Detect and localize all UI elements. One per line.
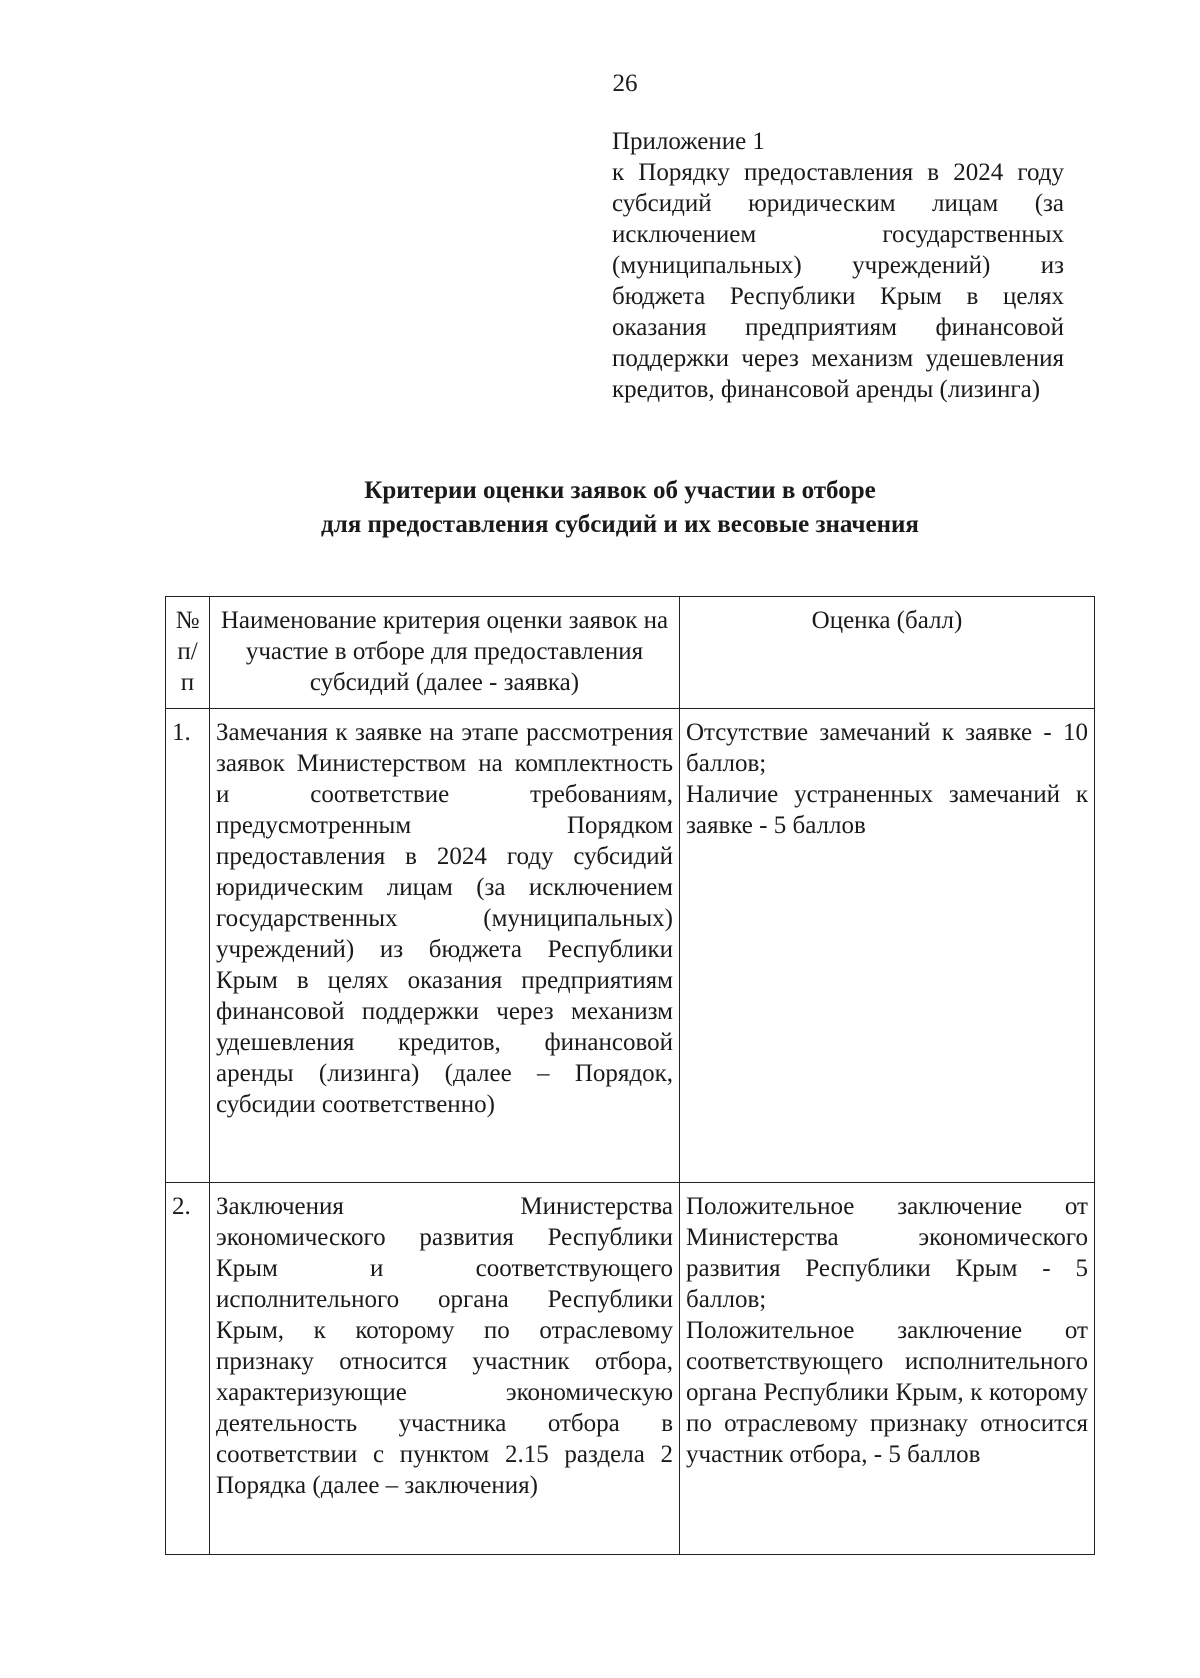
table-row	[166, 709, 1095, 1183]
score-line: Наличие устраненных замечаний к заявке - 5 баллов	[686, 781, 1088, 839]
table-row	[166, 1183, 1095, 1555]
page-number: 26	[612, 70, 638, 97]
row-number: 2.	[166, 1183, 210, 1555]
appendix-text: к Порядку предоставления в 2024 году субсидий юридическим лицам (за исключением государственных (муниципальных) учреждений) из бюджета Республики Крым в целях оказания предприятиям финансовой поддержки через механизм удешевления кредитов, финансовой аренды (лизинга)	[612, 159, 1064, 403]
criterion-score	[680, 1183, 1095, 1555]
criterion-score	[680, 709, 1095, 1183]
document-title	[160, 474, 1080, 542]
header-num: № п/п	[166, 597, 210, 709]
table-header-row	[166, 597, 1095, 709]
criterion-name: Заключения Министерства экономического развития Республики Крым и соответствующего исполнительного органа Республики Крым, к которому по отраслевому признаку относится участник отбора, характеризующие экономическую деятельность участника отбора в соответствии с пунктом 2.15 раздела 2 Порядка (далее – заключения)	[210, 1183, 680, 1555]
score-line: Положительное заключение от соответствующего исполнительного органа Республики Крым, к которому по отраслевому признаку относится участник отбора, - 5 баллов	[686, 1317, 1088, 1468]
header-score: Оценка (балл)	[680, 597, 1095, 709]
document-title-line-1: Критерии оценки заявок об участии в отборе	[364, 477, 876, 504]
appendix-block	[612, 126, 1064, 405]
row-number: 1.	[166, 709, 210, 1183]
header-criterion-name: Наименование критерия оценки заявок на участие в отборе для предоставления субсидий (далее - заявка)	[210, 597, 680, 709]
score-line: Отсутствие замечаний к заявке - 10 баллов;	[686, 719, 1088, 777]
appendix-title: Приложение 1	[612, 128, 765, 155]
criterion-name: Замечания к заявке на этапе рассмотрения заявок Министерством на комплектность и соответствие требованиям, предусмотренным Порядком предоставления в 2024 году субсидий юридическим лицам (за исключением государственных (муниципальных) учреждений) из бюджета Республики Крым в целях оказания предприятиям финансовой поддержки через механизм удешевления кредитов, финансовой аренды (лизинга) (далее – Порядок, субсидии соответственно)	[210, 709, 680, 1183]
score-line: Положительное заключение от Министерства экономического развития Республики Крым - 5 баллов;	[686, 1193, 1088, 1313]
document-title-line-2: для предоставления субсидий и их весовые значения	[321, 511, 919, 538]
criteria-table	[165, 596, 1095, 1555]
